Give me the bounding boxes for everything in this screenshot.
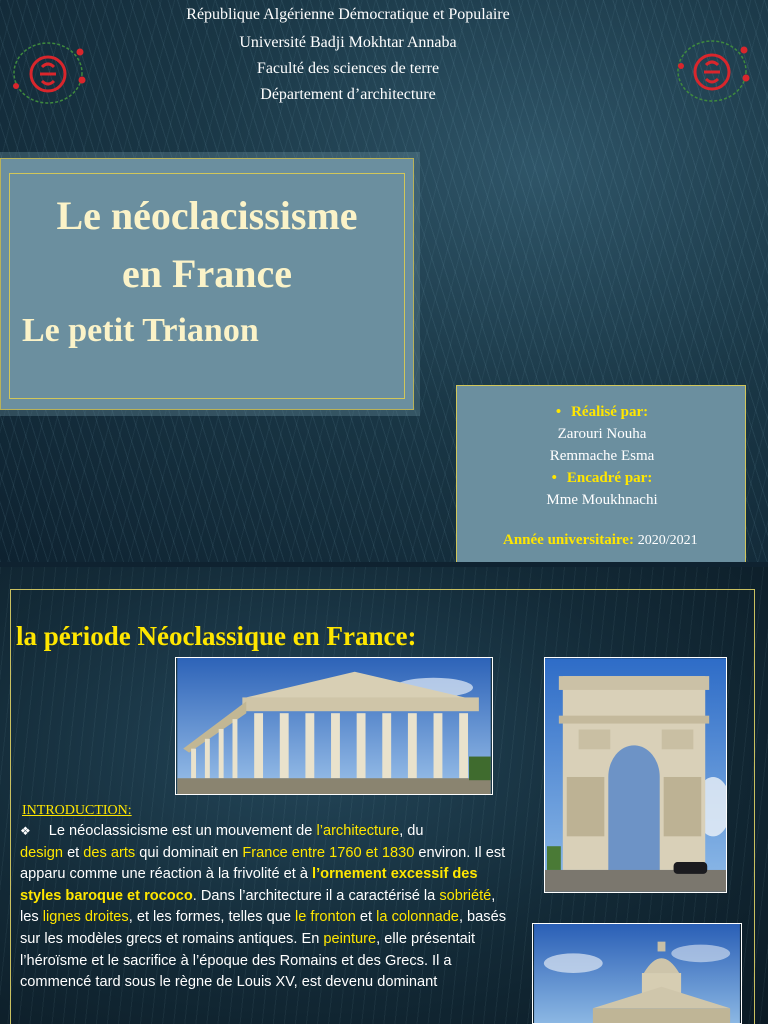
realise-label: Réalisé par: xyxy=(571,404,649,420)
text-run: Le néoclassicisme est un mouvement de xyxy=(48,823,317,839)
introduction-heading: INTRODUCTION: xyxy=(22,803,132,818)
bullet-icon: • xyxy=(551,470,557,486)
credits-box xyxy=(456,385,746,562)
content-slide xyxy=(0,567,768,1024)
introduction-paragraph xyxy=(20,821,510,994)
year-label: Année universitaire: xyxy=(503,532,634,548)
text-run: , les xyxy=(20,887,496,926)
supervisor: Mme Moukhnachi xyxy=(546,492,658,508)
author-1: Zarouri Nouha xyxy=(557,426,647,442)
academic-year xyxy=(503,532,698,549)
highlight-arts: des arts xyxy=(83,844,136,861)
diamond-bullet-icon: ❖ xyxy=(20,824,31,838)
header-university: Université Badji Mokhtar Annaba xyxy=(239,34,457,51)
highlight-ornement: l’ornement excessif des styles baroque et rococo xyxy=(20,866,478,904)
arc-de-triomphe-photo xyxy=(544,657,727,893)
header-faculty: Faculté des sciences de terre xyxy=(256,60,440,77)
title-line-1: Le néoclacissisme xyxy=(56,193,358,238)
highlight-sobriete: sobriété xyxy=(439,887,492,904)
header-republic: République Algérienne Démocratique et Populaire xyxy=(186,6,510,23)
highlight-fronton: le fronton xyxy=(295,909,356,926)
highlight-design: design xyxy=(20,844,64,861)
highlight-peinture: peinture xyxy=(323,930,377,947)
text-run: qui dominait en xyxy=(135,844,243,861)
author-2: Remmache Esma xyxy=(549,448,655,464)
title-line-2: en France xyxy=(122,251,292,296)
highlight-colonnade: la colonnade xyxy=(376,909,459,926)
text-run: et xyxy=(355,909,377,926)
text-run: et xyxy=(63,844,84,861)
highlight-lignes: lignes droites xyxy=(42,909,129,926)
text-run: environ. Il est apparu comme une réaction à la frivolité et à xyxy=(20,844,506,883)
highlight-architecture: l’architecture xyxy=(316,823,400,839)
text-run: , basés sur les modèles grecs et romains antiques. En xyxy=(20,909,506,947)
text-run: . Dans l’architecture il a caractérisé la xyxy=(192,887,440,904)
header-department: Département d’architecture xyxy=(260,86,436,103)
year-value: 2020/2021 xyxy=(637,533,698,548)
pantheon-photo xyxy=(532,923,742,1024)
encadre-heading xyxy=(457,470,747,487)
madeleine-photo xyxy=(175,657,493,795)
bullet-icon: • xyxy=(555,404,562,420)
text-run: , et les formes, telles que xyxy=(128,909,296,926)
subtitle: Le petit Trianon xyxy=(22,312,259,349)
slide-title: la période Néoclassique en France: xyxy=(16,621,417,651)
text-run: , elle présentait l’héroïsme et le sacrifice à l’époque des Romains et des Grecs. Il a commencé tard sous le règne de Louis XV, est devenu dominant xyxy=(20,930,476,991)
encadre-label: Encadré par: xyxy=(566,470,653,486)
highlight-dates: France entre 1760 et 1830 xyxy=(242,844,415,861)
text-run: , du xyxy=(399,823,424,839)
realise-heading xyxy=(457,404,747,421)
